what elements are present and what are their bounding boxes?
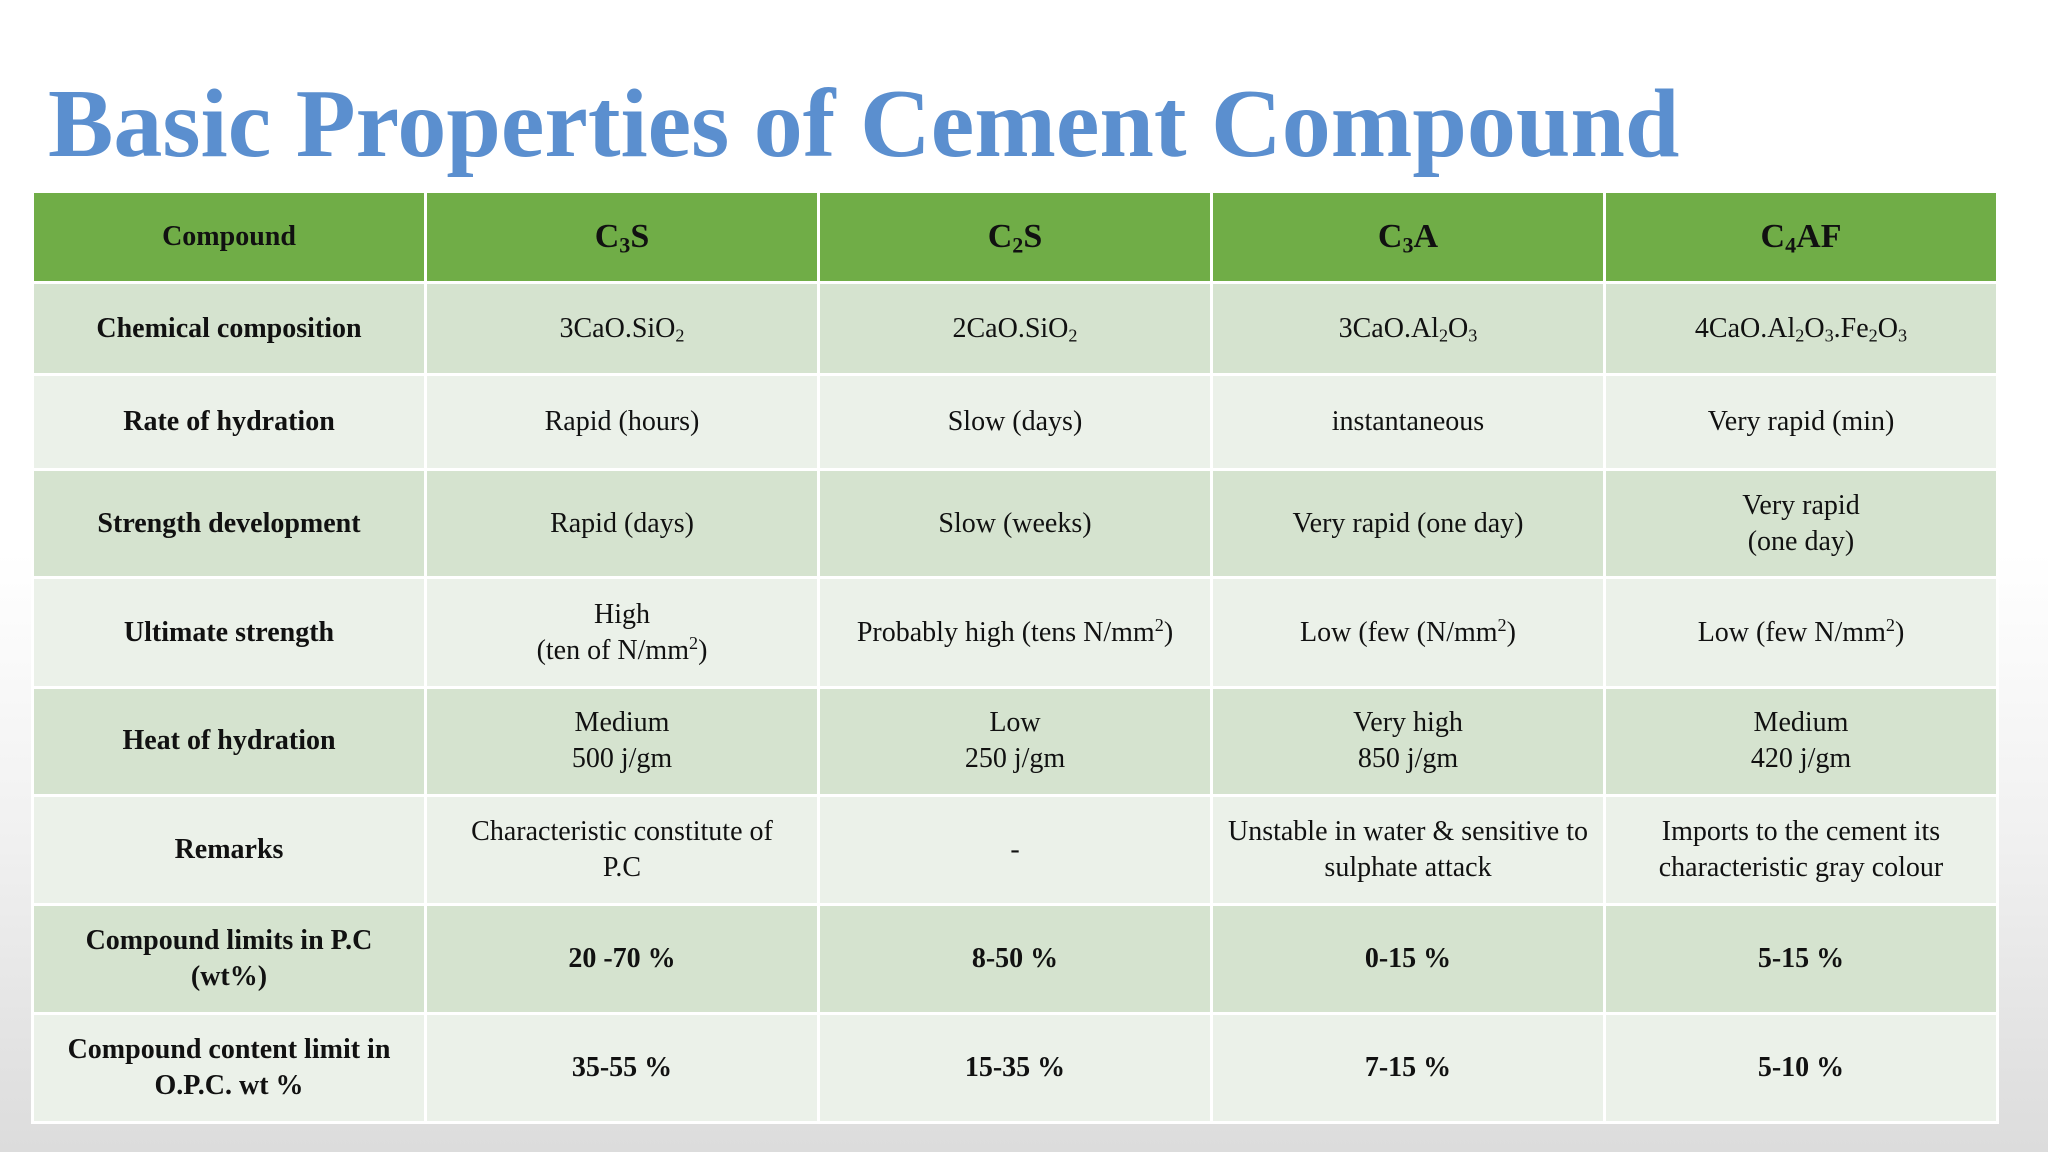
table-cell: Unstable in water & sensitive to sulphate attack xyxy=(1213,797,1603,903)
row-ultimate-strength xyxy=(34,579,1996,685)
row-remarks xyxy=(34,797,1996,903)
table-cell: Slow (weeks) xyxy=(820,471,1210,576)
row-label: Rate of hydration xyxy=(34,376,424,468)
table-header-row xyxy=(34,193,1996,281)
row-label: Heat of hydration xyxy=(34,689,424,794)
table-cell: Probably high (tens $N/mm^2$) xyxy=(820,579,1210,685)
table-cell: Very high 850 j/gm xyxy=(1213,689,1603,794)
table-cell: 20 -70 % xyxy=(427,906,817,1011)
table-cell: 7-15 % xyxy=(1213,1015,1603,1121)
table-cell: Very rapid (one day) xyxy=(1213,471,1603,576)
table-cell: 5-15 % xyxy=(1606,906,1996,1011)
table-cell: instantaneous xyxy=(1213,376,1603,468)
header-compound: Compound xyxy=(34,193,424,281)
table-cell: Very rapid (min) xyxy=(1606,376,1996,468)
table-cell: - xyxy=(820,797,1210,903)
cell-formula-c2s: 2CaO.SiO$_2$ xyxy=(820,284,1210,373)
table-cell: Medium 420 j/gm xyxy=(1606,689,1996,794)
row-rate-of-hydration xyxy=(34,376,1996,468)
row-label: Strength development xyxy=(34,471,424,576)
slide-title: Basic Properties of Cement Compound xyxy=(48,70,1680,178)
table-cell: Low 250 j/gm xyxy=(820,689,1210,794)
header-c3a: $C_3A$ xyxy=(1213,193,1603,281)
row-label: Compound content limit in O.P.C. wt % xyxy=(34,1015,424,1121)
table-cell: 0-15 % xyxy=(1213,906,1603,1011)
table-cell: High (ten of $N/mm^2$) xyxy=(427,579,817,685)
cell-formula-c3a: $3CaO.Al_2O_3$ xyxy=(1213,284,1603,373)
table-cell: Rapid (days) xyxy=(427,471,817,576)
row-label: Chemical composition xyxy=(34,284,424,373)
row-strength-development xyxy=(34,471,1996,576)
row-label: Compound limits in P.C (wt%) xyxy=(34,906,424,1011)
row-compound-content-opc xyxy=(34,1015,1996,1121)
row-compound-limits-pc xyxy=(34,906,1996,1011)
table-cell: Low (few $(N/mm^2)$ xyxy=(1213,579,1603,685)
table-cell: Very rapid (one day) xyxy=(1606,471,1996,576)
table-cell: Low (few $N/mm^2$) xyxy=(1606,579,1996,685)
row-heat-of-hydration xyxy=(34,689,1996,794)
cement-properties-table xyxy=(31,190,1999,1124)
header-c3s: $C_3S$ xyxy=(427,193,817,281)
table-cell: 8-50 % xyxy=(820,906,1210,1011)
row-chemical-composition xyxy=(34,284,1996,373)
row-label: Remarks xyxy=(34,797,424,903)
table-cell: Medium 500 j/gm xyxy=(427,689,817,794)
table-cell: Rapid (hours) xyxy=(427,376,817,468)
table-cell: Slow (days) xyxy=(820,376,1210,468)
cell-formula-c3s: 3CaO.SiO$_2$ xyxy=(427,284,817,373)
table-cell: 5-10 % xyxy=(1606,1015,1996,1121)
header-c4af: $C_4AF$ xyxy=(1606,193,1996,281)
table-cell: Characteristic constitute of P.C xyxy=(427,797,817,903)
header-c2s: $C_2S$ xyxy=(820,193,1210,281)
table-cell: 15-35 % xyxy=(820,1015,1210,1121)
row-label: Ultimate strength xyxy=(34,579,424,685)
cell-formula-c4af: $4CaO.Al_2O_3.Fe_2O_3$ xyxy=(1606,284,1996,373)
table-cell: Imports to the cement its characteristic gray colour xyxy=(1606,797,1996,903)
table-cell: 35-55 % xyxy=(427,1015,817,1121)
